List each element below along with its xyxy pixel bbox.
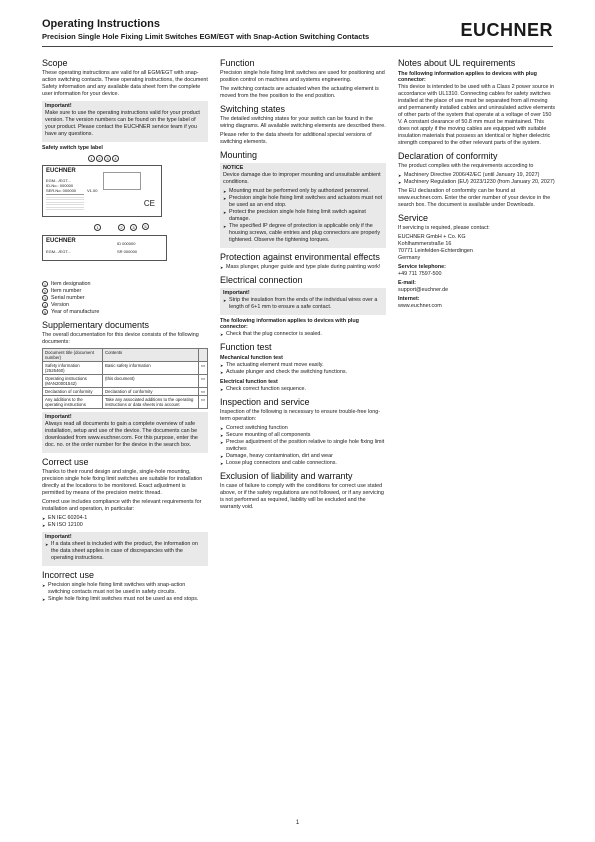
label-legend	[42, 281, 208, 316]
important-box-version	[42, 101, 208, 142]
label-brand: EUCHNER	[46, 168, 76, 174]
function-test-heading: Function test	[220, 342, 272, 352]
scope-heading: Scope	[42, 58, 68, 68]
important-box-datasheet: Important! ➤ If a data sheet is included with the product, the information on the data sheet applies in case of discrepancies with the operating instructions.	[42, 532, 208, 566]
type-label-heading: Safety switch type label	[42, 145, 103, 151]
euchner-logo: EUCHNER	[460, 20, 553, 40]
document-subtitle: Precision Single Hole Fixing Limit Switches EGM/EGT with Snap-Action Switching Contacts	[42, 32, 370, 41]
protection-heading: Protection against environmental effects	[220, 252, 380, 262]
label-fine-print	[46, 194, 84, 212]
label-id-small: ID 000000	[117, 241, 136, 246]
label-version: V1.00	[87, 188, 98, 193]
ul-heading: Notes about UL requirements	[398, 58, 516, 68]
conformity-heading: Declaration of conformity	[398, 151, 498, 161]
label-model-small: EGM.../EGT...	[46, 249, 71, 254]
table-row: Any additions to the operating instructions Take any associated additions to the operating instructions or data sheets into account ▭	[43, 396, 208, 409]
notice-box: NOTICE Device damage due to improper mounting and unsuitable ambient conditions. ➤ Mounting must be performed only by authorized personnel. ➤ Precision single hole fixing limit switches and actuators must not be used as an end stop. ➤ Protect the precision single hole fixing limit switch against damage. ➤ The specified IP degree of protection is applicable only if the housing screws, cable entries and plug connectors are properly tightened. Observe the tightening torques.	[220, 163, 386, 248]
correct-use-heading: Correct use	[42, 457, 89, 467]
type-label-plate-small	[42, 235, 167, 261]
table-row: Declaration of conformity Declaration of conformity ▭	[43, 388, 208, 396]
address: EUCHNER GmbH + Co. KG Kohlhammerstraße 16 70771 Leinfelden-Echterdingen Germany	[398, 234, 473, 261]
notice-title: NOTICE	[223, 165, 244, 171]
callout-2b-icon: 2	[118, 224, 125, 231]
important-title: Important!	[45, 103, 72, 109]
function-heading: Function	[220, 58, 255, 68]
book-icon: ▭	[198, 362, 207, 375]
service-heading: Service	[398, 213, 429, 223]
callout-1b-icon: 1	[94, 224, 101, 231]
supplementary-heading: Supplementary documents	[42, 320, 150, 330]
supplementary-text: The overall documentation for this device consists of the following documents:	[42, 332, 199, 345]
table-row: Safety information (2525460) Basic safety information ▭	[43, 362, 208, 375]
legend-item: 5 Year of manufacture	[43, 309, 100, 315]
incorrect-use-heading: Incorrect use	[42, 570, 95, 580]
ce-mark-icon: CE	[143, 199, 155, 208]
label-brand-small: EUCHNER	[46, 238, 76, 244]
book-icon: ▭	[198, 375, 207, 388]
column-2: Function Precision single hole fixing limit switches are used for positioning and position control on machines and systems engineering. The switching contacts are actuated when the actuating element is moved from the free position to the end position. Switching states The detailed switching states for your switch can be found in the wiring diagrams. All available switching elements are described there. Please refer to the data sheets for additional special versions of switching elements. Mounting NOTICE Device damage due to improper mounting and unsuitable ambient conditions. ➤ Mounting must be performed only by authorized personnel. ➤ Precision single hole fixing limit switches and actuators must not be used as an end stop. ➤ Protect the precision single hole fixing limit switch against damage. ➤ The specified IP degree of protection is applicable only if the housing screws, cable entries and plug connectors are properly tightened. Observe the tightening torques. Protection against environmental effects ➤ Mass plunger, plunger guide and type plate during painting work! Electrical connection Important! ➤ Strip the insulation from the ends of the individual wires over a length of 6+1 mm to ensure a safe contact. The following information applies to devices with plug connector: ➤ Check that the plug connector is sealed. Function test Mechanical function test ➤ The actuating element must move easily. ➤ Actuate plunger and check the switching functions. Electrical function test ➤ Check correct function sequence. Inspection and service Inspection of the following is necessary to ensure trouble-free long-term operation: ➤ Correct switching function ➤ Secure mounting of all components ➤ Precise adjustment of the position relative to single hole fixing limit switches ➤ Damage, heavy contamination, dirt and wear ➤ Loose plug connectors and cable connections. Exclusion of liability and warranty In case of failure to comply with the conditions for correct use stated above, or if the safety regulations are not followed, or if any servicing is not performed as required, liability will be excluded and the warranty void.	[220, 54, 386, 513]
callout-3b-icon: 3	[130, 224, 137, 231]
service-phone[interactable]: +49 711 7597-500	[398, 271, 442, 277]
legend-item: 2 Item number	[43, 288, 82, 294]
inspection-heading: Inspection and service	[220, 397, 310, 407]
mounting-heading: Mounting	[220, 150, 258, 160]
service-email-link[interactable]: support@euchner.de	[398, 287, 449, 293]
callout-4-icon: 4	[112, 155, 119, 162]
electrical-heading: Electrical connection	[220, 275, 303, 285]
legend-item: 1 Item designation	[43, 281, 91, 287]
table-header-cell: Document title (document number)	[43, 349, 103, 362]
important-box-wires: Important! ➤ Strip the insulation from the ends of the individual wires over a length of 6+1 mm to ensure a safe contact.	[220, 288, 386, 315]
documents-table	[42, 348, 208, 409]
table-header-row	[43, 349, 208, 362]
label-model: EGM.../EGT...	[46, 178, 71, 183]
legend-item: 4 Version	[43, 302, 69, 308]
important-text: Make sure to use the operating instructions valid for your product version. The version numbers can be found on the type label of your product. Please contact the EUCHNER service team if you have any questions.	[45, 110, 200, 137]
column-1: Scope These operating instructions are valid for all EGM/EGT with snap-action switching contacts. These operating instructions, the document Safety information and any available data sheet form the complete user information for your device. Important! Make sure to use the operating instructions valid for your product version. The version numbers can be found on the type label of your product. Please contact the EUCHNER service team if you have any questions. Safety switch type label 1 2 3 4 EUCHNER EGM.../EGT... ID-No.: 000000 SER.No: 000000 V1.00 CE 5 1 2 3 EUCHNER EGM.../EGT... ID 000000 SR 000000 1 Item designation 2 Item number 3 Serial number 4 Version 5 Year of manufacture Supplementary documents The overall documentation for this device consists of the following documents: Document title (document number) Contents Safety information (2525460) Basic safety information ▭ Operating instructions (MAN20001542) (this document) ▭ Declaration of conformity Declaration of conformity ▭ Any additions to the operating instructions Take any associated additions to the operating instructions or data sheets into account ▭ Important! Always read all documents to gain a complete overview of safe installation, setup and use of the device. The documents can be downloaded from www.euchner.com. For this purpose, enter the doc. no. or the order number for the device in the search box. Correct use Thanks to their round design and single, single-hole mounting, precision single hole fixing limit switches are suitable for installation directly at the locations to be monitored. Exact adjustment is permitted by means of the precision metric thread. Correct use includes compliance with the relevant requirements for installation and operation, in particular: ➤ EN IEC 60204-1 ➤ EN ISO 12100 Important! ➤ If a data sheet is included with the product, the information on the data sheet applies in case of discrepancies with the operating instructions. Incorrect use ➤ Precision single hole fixing limit switches with snap-action switching contacts must not be used in safety circuits. ➤ Single hole fixing limit switches must not be used as end stops.	[42, 54, 208, 605]
incorrect-use-list: ➤ Precision single hole fixing limit switches with snap-action switching contacts must not be used in safety circuits. ➤ Single hole fixing limit switches must not be used as end stops.	[42, 582, 208, 603]
type-label-plate	[42, 165, 162, 217]
switching-states-heading: Switching states	[220, 104, 286, 114]
important-box-documents: Important! Always read all documents to gain a complete overview of safe installation, setup and use of the device. The documents can be downloaded from www.euchner.com. For this purpose, enter the doc. no. or the order number for the device in the search box.	[42, 412, 208, 453]
callout-2-icon: 2	[96, 155, 103, 162]
liability-heading: Exclusion of liability and warranty	[220, 471, 353, 481]
header-rule	[42, 46, 553, 47]
callout-3-icon: 3	[104, 155, 111, 162]
table-row: Operating instructions (MAN20001542) (this document) ▭	[43, 375, 208, 388]
callout-5-icon: 5	[142, 223, 149, 230]
label-sr-small: SR 000000	[117, 249, 138, 254]
label-field-box	[103, 172, 141, 190]
legend-item: 3 Serial number	[43, 295, 85, 301]
table-header-cell: Contents	[102, 349, 198, 362]
book-icon: ▭	[198, 388, 207, 396]
type-label-figure	[42, 153, 208, 279]
table-header-cell	[198, 349, 207, 362]
book-icon: ▭	[198, 396, 207, 409]
document-title: Operating Instructions	[42, 18, 160, 30]
callout-1-icon: 1	[88, 155, 95, 162]
label-id: ID-No.: 000000	[46, 183, 74, 188]
standards-list: ➤ EN IEC 60204-1 ➤ EN ISO 12100	[42, 515, 208, 529]
label-serial: SER.No: 000000	[46, 188, 77, 193]
scope-text: These operating instructions are valid for all EGM/EGT with snap-action switching contacts. These operating instructions, the document Safety information and any available data sheet form the complete user information for your device.	[42, 70, 208, 97]
website-link[interactable]: www.euchner.com	[398, 303, 442, 309]
column-3: Notes about UL requirements The following information applies to devices with plug connector: This device is intended to be used with a Class 2 power source in accordance with UL1310. Connecting cables for safety switches installed at the place of use must be separated from all moving and permanently installed cables and uninsulated active elements of other parts of the system that operate at a voltage of over 150 V. A constant clearance of 50.8 mm must be maintained. This does not apply if the moving cables are equipped with suitable insulation materials that possess an identical or higher dielectric strength compared to the other relevant parts of the system. Declaration of conformity The product complies with the requirements according to ➤ Machinery Directive 2006/42/EC (until January 19, 2027) ➤ Machinery Regulation (EU) 2023/1230 (from January 20, 2027) The EU declaration of conformity can be found at www.euchner.com. Enter the order number of your device in the search box. The document is available under Downloads. Service If servicing is required, please contact: EUCHNER GmbH + Co. KG Kohlhammerstraße 16 70771 Leinfelden-Echterdingen Germany Service telephone: +49 711 7597-500 E-mail: support@euchner.de Internet: www.euchner.com	[398, 54, 556, 312]
page-number: 1	[295, 820, 300, 826]
